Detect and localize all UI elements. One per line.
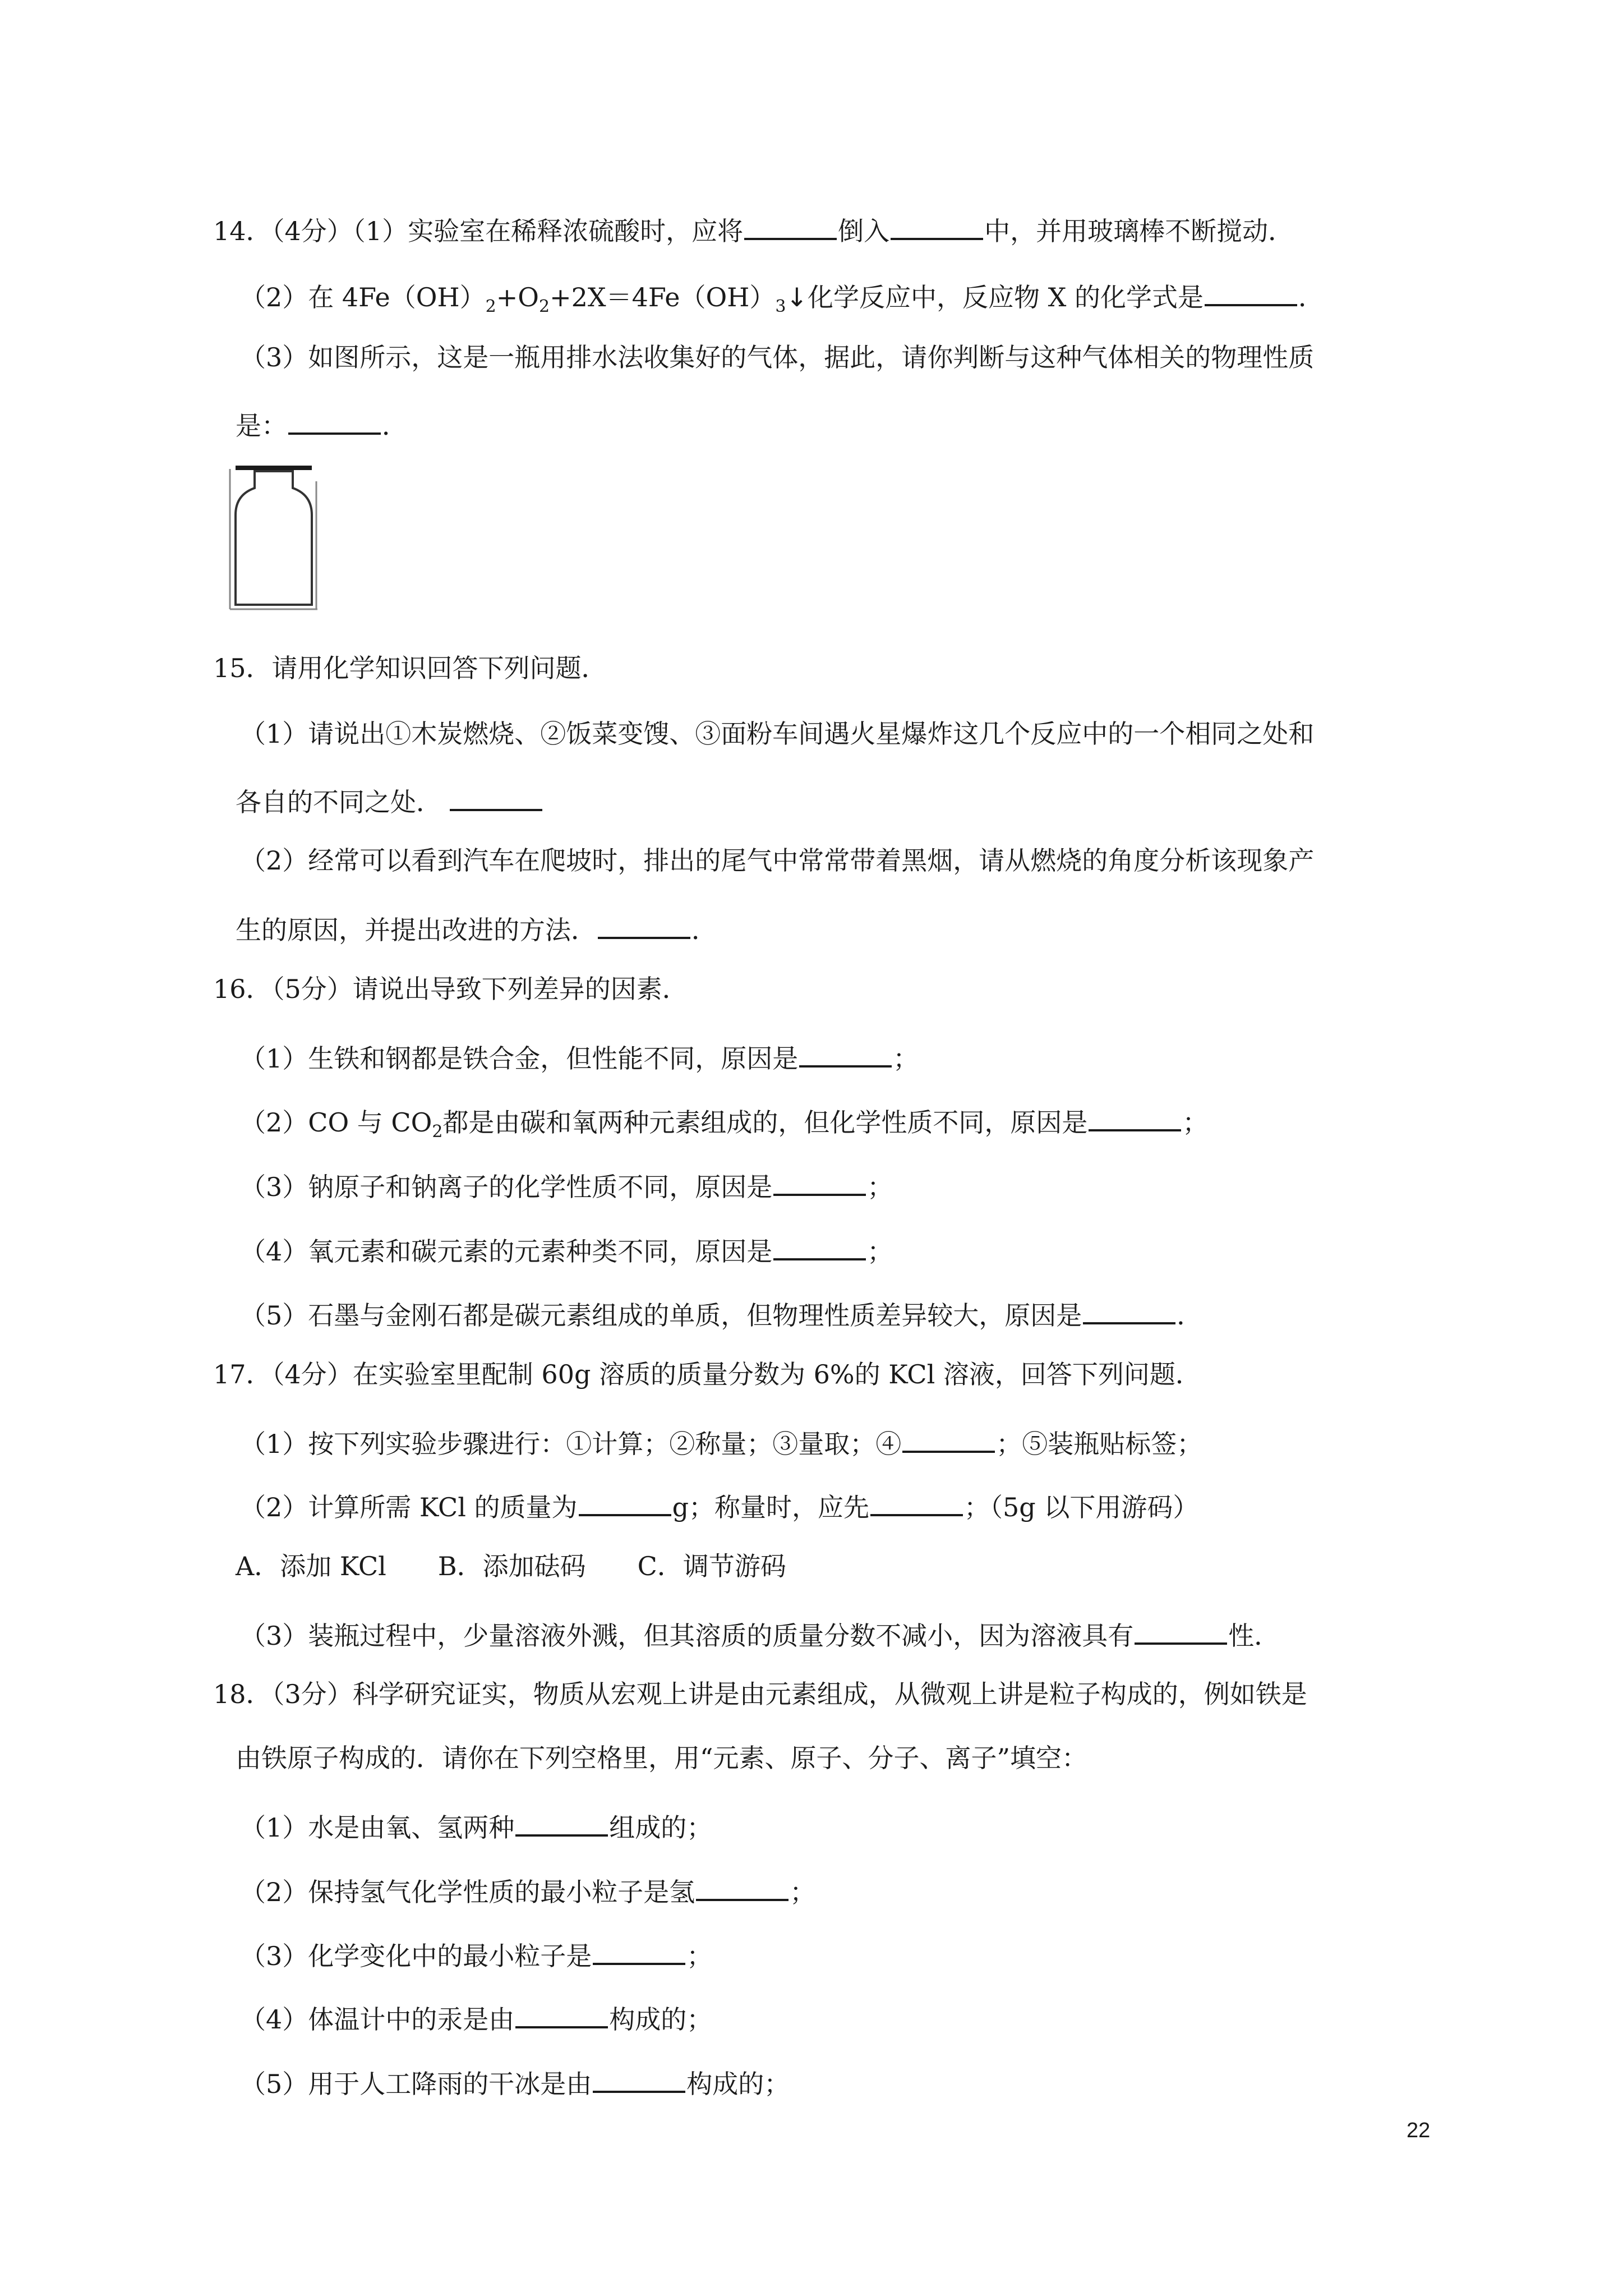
- page-number: 22: [1407, 2119, 1431, 2142]
- answer-blank: [1089, 1105, 1181, 1131]
- subscript: 2: [432, 1122, 443, 1142]
- q14-p3-text: 是：: [236, 411, 287, 441]
- q18-p4-end: 构成的；: [609, 2004, 713, 2035]
- q15-p2-text: 生的原因，并提出改进的方法．: [236, 915, 597, 945]
- q15-p1-text: （1）请说出①木炭燃烧、②饭菜变馊、③面粉车间遇火星爆炸这几个反应中的一个相同之处和: [240, 719, 1315, 749]
- q17-p3-text: （3）装瓶过程中，少量溶液外溅，但其溶质的质量分数不减小，因为溶液具有: [240, 1621, 1134, 1651]
- q16-p3-text: （3）钠原子和钠离子的化学性质不同，原因是: [240, 1172, 773, 1202]
- q14-p2-end: ．: [1298, 282, 1324, 312]
- q18-header-line2: [236, 1745, 1087, 1771]
- q18-p3-end: ；: [686, 1941, 713, 1971]
- q18-header-text: 18．（3分）科学研究证实，物质从宏观上讲是由元素组成，从微观上讲是粒子构成的，例如铁是: [213, 1679, 1307, 1709]
- q17-part1: [240, 1426, 1202, 1457]
- q17-options: [236, 1553, 786, 1579]
- q16-p4-end: ；: [867, 1236, 893, 1267]
- answer-blank: [891, 213, 983, 240]
- q14-part2: [240, 279, 1324, 315]
- q14-p3-end: ．: [382, 411, 408, 441]
- answer-blank: [515, 2001, 608, 2028]
- q14-header: [213, 213, 1294, 244]
- q16-p1-end: ；: [893, 1043, 919, 1074]
- answer-blank: [1205, 279, 1297, 306]
- q14-p2-text: （2）在 4Fe（OH）: [240, 282, 486, 312]
- q17-p2-text: g；称量时，应先: [672, 1492, 870, 1522]
- q15-part1-line2: [236, 784, 543, 815]
- q14-part3-line2: [236, 408, 408, 439]
- q16-p1-text: （1）生铁和钢都是铁合金，但性能不同，原因是: [240, 1043, 799, 1074]
- q18-part1: [240, 1810, 712, 1841]
- answer-blank: [579, 1489, 671, 1516]
- answer-blank: [902, 1426, 995, 1453]
- q14-p2-text: 化学反应中，反应物 X 的化学式是: [807, 282, 1204, 312]
- q14-header-mid: 倒入: [838, 216, 890, 246]
- q15-part1-line1: [240, 721, 1314, 747]
- subscript: 3: [775, 297, 786, 316]
- q17-p1-end: ；⑤装瓶贴标签；: [996, 1429, 1203, 1459]
- q16-part3: [240, 1169, 893, 1200]
- answer-blank: [1135, 1618, 1227, 1645]
- q18-part5: [240, 2066, 790, 2097]
- q16-header: [213, 976, 688, 1002]
- q16-part1: [240, 1041, 919, 1074]
- q15-header-text: 15．请用化学知识回答下列问题．: [213, 653, 607, 683]
- q18-p4-text: （4）体温计中的汞是由: [240, 2004, 515, 2035]
- answer-blank: [593, 2066, 685, 2093]
- q18-p2-end: ；: [790, 1877, 816, 1907]
- q18-part3: [240, 1938, 712, 1969]
- q18-p2-text: （2）保持氢气化学性质的最小粒子是氢: [240, 1877, 695, 1907]
- q16-part4: [240, 1234, 893, 1267]
- q16-p2-text: 都是由碳和氧两种元素组成的，但化学性质不同，原因是: [442, 1107, 1088, 1138]
- q18-p5-text: （5）用于人工降雨的干冰是由: [240, 2069, 592, 2099]
- answer-blank: [1083, 1297, 1175, 1324]
- q14-p2-text: +2X＝4Fe（OH）: [550, 282, 776, 312]
- q18-p3-text: （3）化学变化中的最小粒子是: [240, 1941, 592, 1971]
- q16-p2-end: ；: [1182, 1107, 1209, 1138]
- q16-part5: [240, 1297, 1203, 1331]
- answer-blank: [696, 1874, 789, 1901]
- q14-header-end: 中，并用玻璃棒不断搅动．: [984, 216, 1294, 246]
- answer-blank: [870, 1489, 963, 1516]
- answer-blank: [799, 1041, 892, 1068]
- q17-p2-text: （2）计算所需 KCl 的质量为: [240, 1492, 578, 1522]
- answer-blank: [288, 408, 381, 435]
- q18-p5-end: 构成的；: [686, 2069, 790, 2099]
- q18-header-text: 由铁原子构成的．请你在下列空格里，用“元素、原子、分子、离子”填空：: [236, 1743, 1088, 1773]
- q15-header: [213, 655, 607, 681]
- q18-header: [213, 1681, 1307, 1707]
- q18-p1-end: 组成的；: [609, 1812, 713, 1843]
- q16-p2-text: （2）CO 与 CO: [240, 1107, 432, 1138]
- q16-header-text: 16．（5分）请说出导致下列差异的因素．: [213, 974, 688, 1004]
- q16-p5-end: ．: [1177, 1300, 1203, 1331]
- q17-part2: [240, 1489, 1198, 1520]
- q14-p2-text: +O: [496, 282, 539, 312]
- q15-part2-line2: [236, 912, 717, 943]
- q14-p3-text: （3）如图所示，这是一瓶用排水法收集好的气体，据此，请你判断与这种气体相关的物理性质: [240, 342, 1315, 372]
- q17-p2-end: ；（5g 以下用游码）: [964, 1492, 1199, 1522]
- q18-part4: [240, 2001, 713, 2035]
- answer-blank: [744, 213, 837, 240]
- q15-p2-text: （2）经常可以看到汽车在爬坡时，排出的尾气中常常带着黑烟，请从燃烧的角度分析该现象产: [240, 845, 1315, 876]
- answer-blank: [515, 1810, 608, 1837]
- q17-p3-end: 性．: [1228, 1621, 1280, 1651]
- q17-header: [213, 1361, 1201, 1387]
- subscript: 2: [538, 297, 550, 316]
- gas-bottle-icon: [229, 464, 319, 611]
- answer-blank: [773, 1234, 866, 1260]
- answer-blank: [450, 784, 542, 811]
- q15-p2-end: ．: [691, 915, 717, 945]
- q16-p5-text: （5）石墨与金刚石都是碳元素组成的单质，但物理性质差异较大，原因是: [240, 1300, 1082, 1331]
- q14-part3-line1: [240, 344, 1314, 370]
- answer-blank: [773, 1169, 866, 1196]
- q17-part3: [240, 1618, 1280, 1649]
- q18-p1-text: （1）水是由氧、氢两种: [240, 1812, 515, 1843]
- q14-header-text: 14．（4分）（1）实验室在稀释浓硫酸时，应将: [213, 216, 744, 246]
- q16-p3-end: ；: [867, 1172, 893, 1202]
- precipitate-arrow-icon: ↓: [786, 282, 808, 312]
- q17-header-text: 17．（4分）在实验室里配制 60g 溶质的质量分数为 6%的 KCl 溶液，回答下列问题．: [213, 1359, 1201, 1389]
- answer-blank: [598, 912, 690, 939]
- q17-p1-text: （1）按下列实验步骤进行：①计算；②称量；③量取；④: [240, 1429, 902, 1459]
- subscript: 2: [485, 297, 496, 316]
- q17-options-text: A．添加 KCl B．添加砝码 C．调节游码: [236, 1551, 786, 1581]
- q15-p1-text: 各自的不同之处．: [236, 787, 442, 817]
- answer-blank: [593, 1938, 685, 1965]
- q16-part2: [240, 1105, 1208, 1140]
- q18-part2: [240, 1874, 815, 1905]
- q16-p4-text: （4）氧元素和碳元素的元素种类不同，原因是: [240, 1236, 773, 1267]
- q15-part2-line1: [240, 845, 1315, 876]
